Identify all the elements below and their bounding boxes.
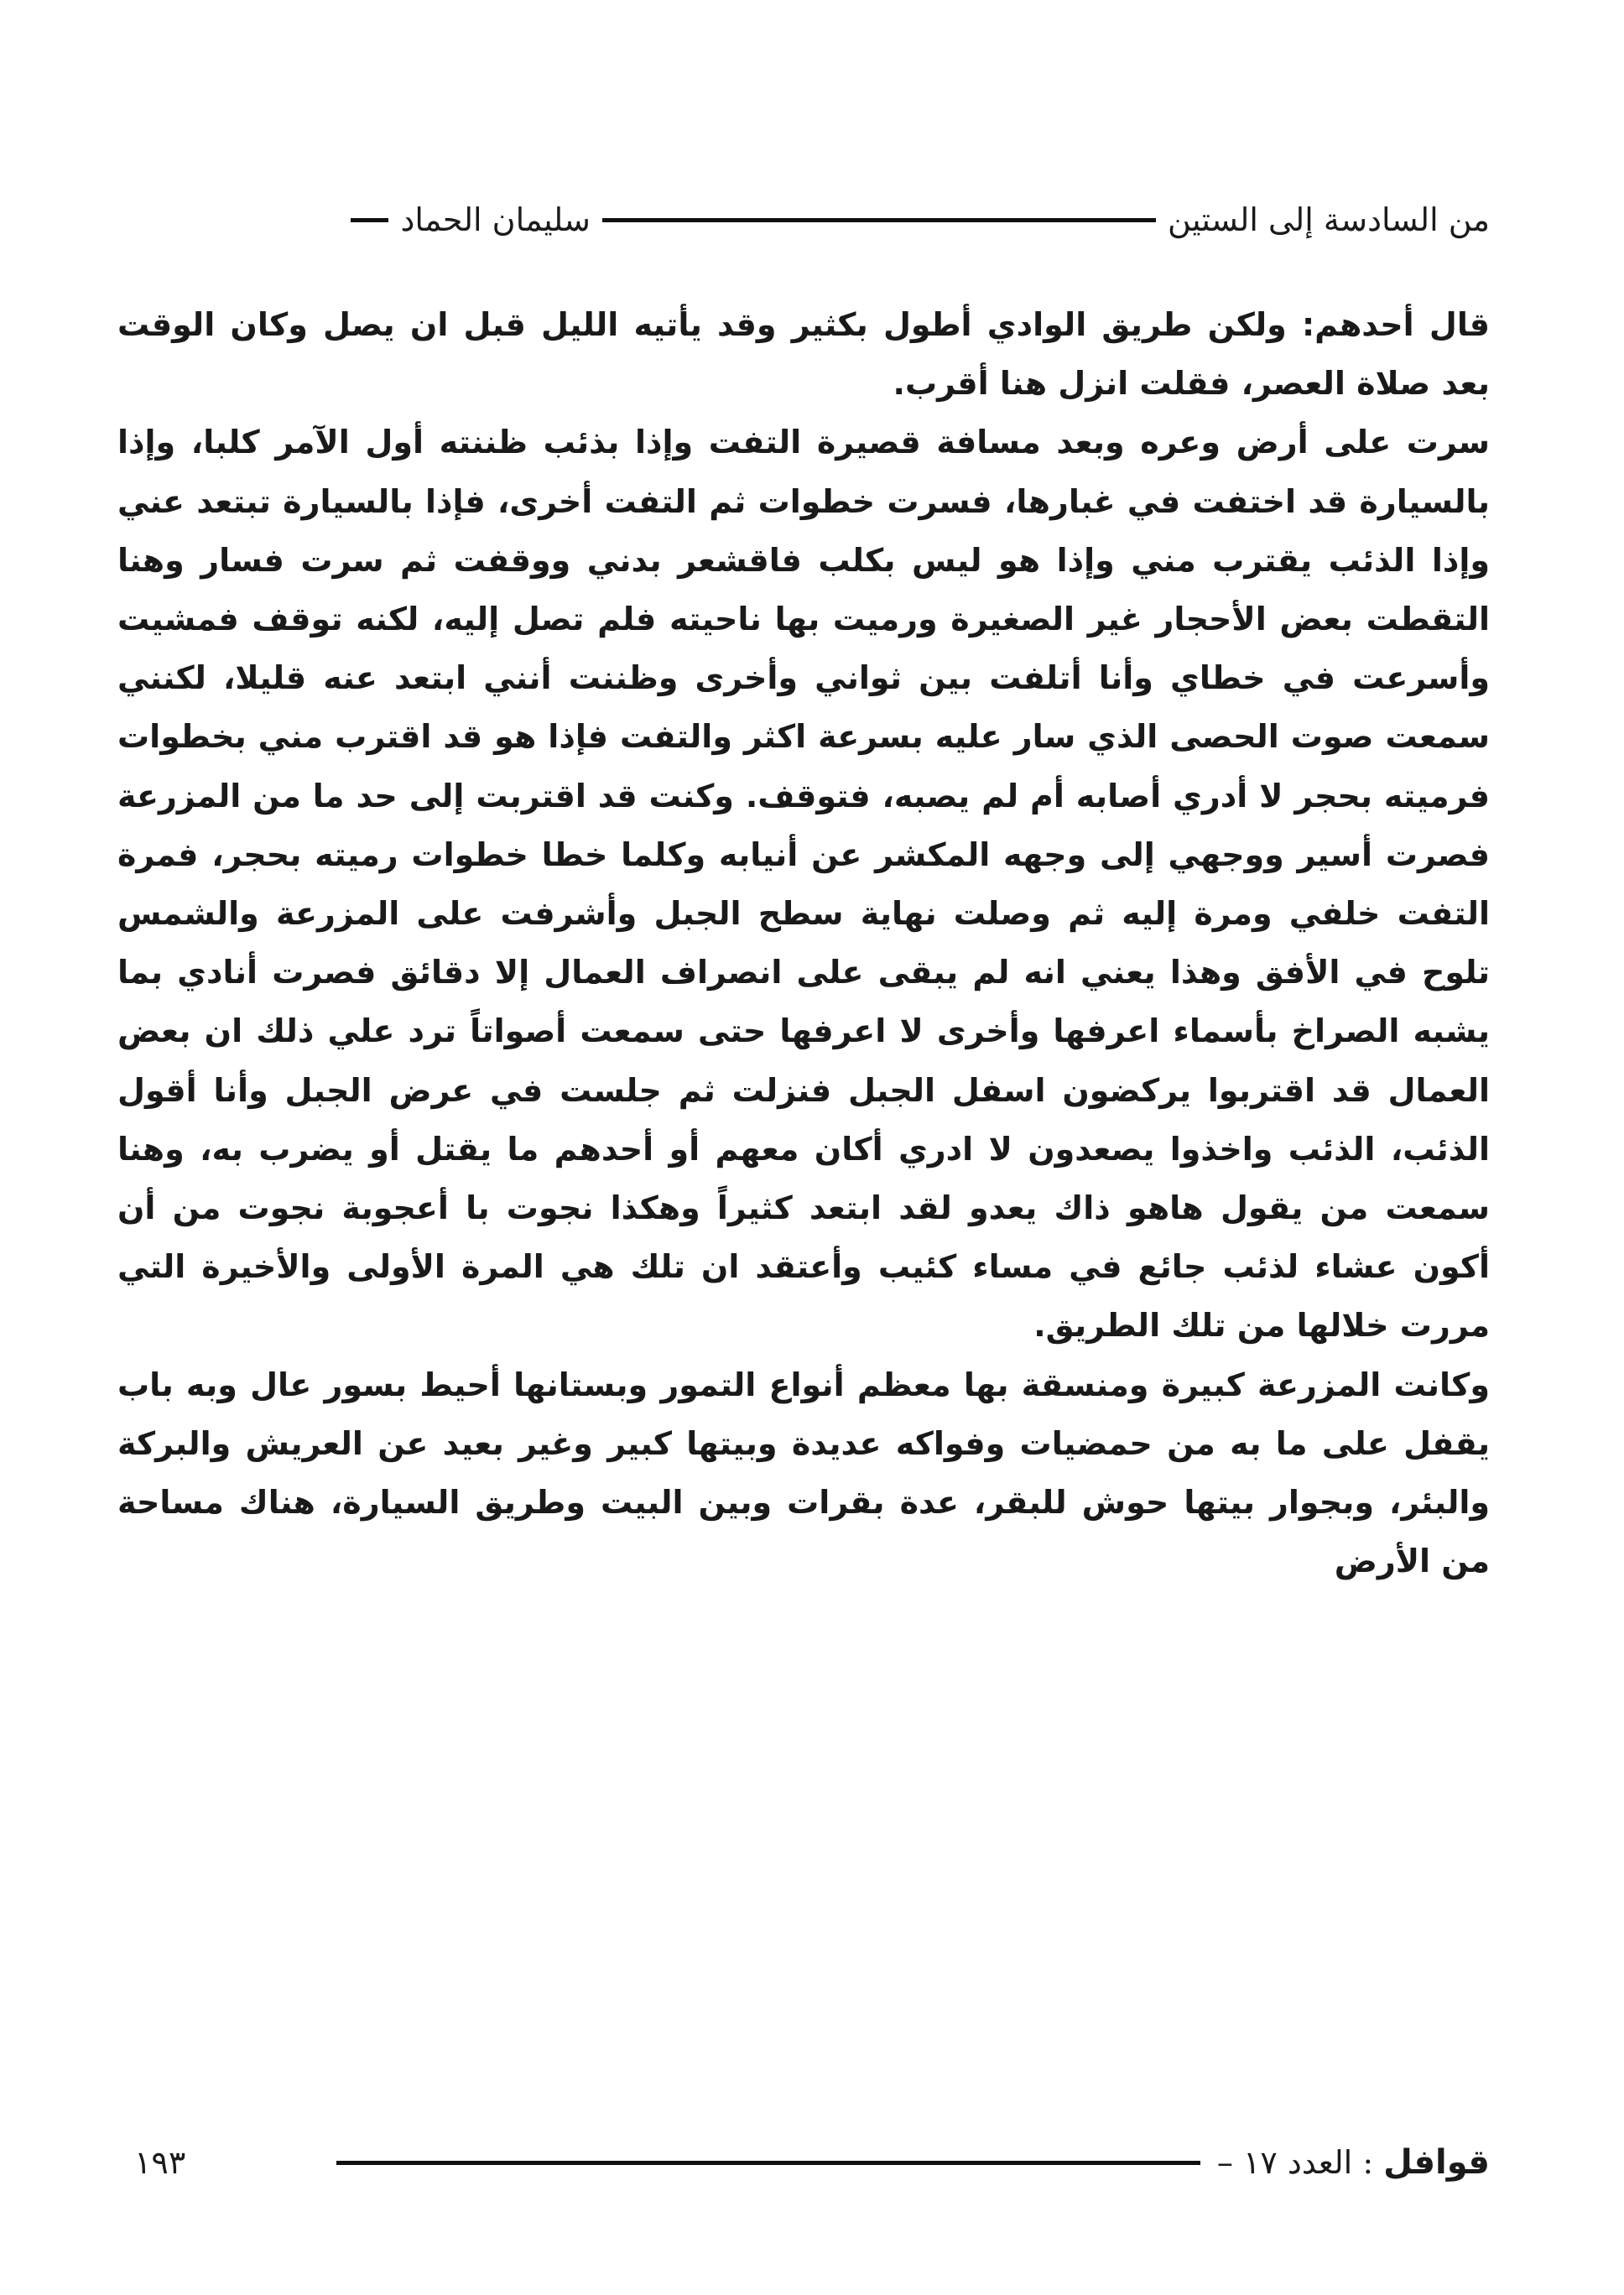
paragraph: سرت على أرض وعره وبعد مسافة قصيرة التفت وإذا بذئب ظننته أول الآمر كلبا، وإذا بالسيارة قد اختفت في غبارها، فسرت خطوات ثم التفت أخرى، فإذا بالسيارة تبتعد عني وإذا الذئب يقترب مني وإذا هو ليس بكلب فاقشعر بدني ووقفت ثم سرت فسار وهنا التقطت بعض الأحجار غير الصغيرة ورميت بها ناحيته فلم تصل إليه، لكنه توقف فمشيت وأسرعت في خطاي وأنا أتلفت بين ثواني وأخرى وظننت أنني ابتعد عنه قليلا، لكنني سمعت صوت الحصى الذي سار عليه بسرعة اكثر والتفت فإذا هو قد اقترب مني بخطوات فرميته بحجر لا أدري أصابه أم لم يصبه، فتوقف. وكنت قد اقتربت إلى حد ما من المزرعة فصرت أسير ووجهي إلى وجهه المكشر عن أنيابه وكلما خطا خطوات رميته بحجر، فمرة التفت خلفي ومرة إليه ثم وصلت نهاية سطح الجبل وأشرفت على المزرعة والشمس تلوح في الأفق وهذا يعني انه لم يبقى على انصراف العمال إلا دقائق فصرت أنادي بما يشبه الصراخ بأسماء اعرفها وأخرى لا اعرفها حتى سمعت أصواتاً ترد علي ذلك ان بعض العمال قد اقتربوا يركضون اسفل الجبل فنزلت ثم جلست في عرض الجبل وأنا أقول الذئب، الذئب واخذوا يصعدون لا ادري أكان معهم أو أحدهم ما يقتل أو يضرب به، وهنا سمعت من يقول هاهو ذاك يعدو لقد ابتعد كثيراً وهكذا نجوت با أعجوبة نجوت من أن أكون عشاء لذئب جائع في مساء كئيب وأعتقد ان تلك هي المرة الأولى والأخيرة التي مررت خلالها من تلك الطريق. <box>117 424 1490 1345</box>
running-header <box>159 195 1490 245</box>
page-number: ١٩٣ <box>134 2144 186 2181</box>
article-body <box>117 295 1490 1590</box>
header-title: من السادسة إلى الستين <box>1168 201 1490 238</box>
footer-journal-name: قوافل <box>1383 2143 1490 2182</box>
header-rule-end <box>351 218 388 222</box>
footer-rule <box>336 2161 1200 2165</box>
header-author: سليمان الحماد <box>400 201 591 238</box>
running-footer <box>117 2137 1490 2188</box>
header-rule <box>602 218 1156 222</box>
footer-issue: : العدد ١٧ – <box>1216 2144 1374 2181</box>
paragraph: قال أحدهم: ولكن طريق الوادي أطول بكثير وقد يأتيه الليل قبل ان يصل وكان الوقت بعد صلاة العصر، فقلت انزل هنا أقرب. <box>117 306 1490 403</box>
paragraph: وكانت المزرعة كبيرة ومنسقة بها معظم أنواع التمور وبستانها أحيط بسور عال وبه باب يقفل على ما به من حمضيات وفواكه عديدة وبيتها كبير وغير بعيد عن العريش والبركة والبئر، وبجوار بيتها حوش للبقر، عدة بقرات وبين البيت وطريق السيارة، هناك مساحة من الأرض <box>117 1366 1490 1580</box>
